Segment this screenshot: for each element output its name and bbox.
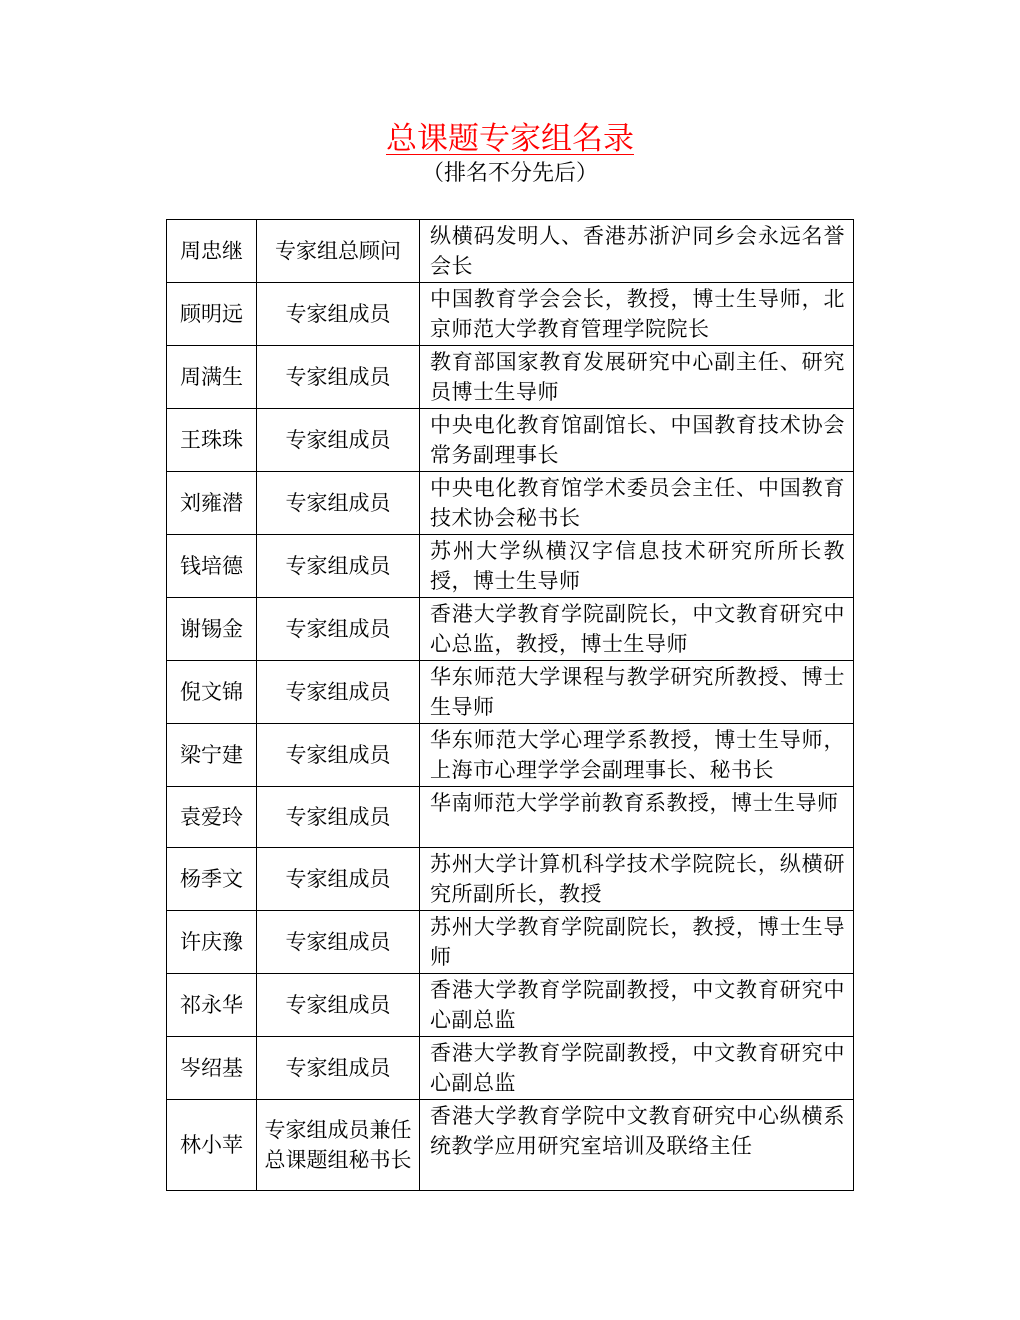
member-role: 专家组总顾问	[257, 220, 420, 283]
document-subtitle: （排名不分先后）	[421, 161, 598, 186]
member-name: 袁爱玲	[167, 787, 257, 848]
member-description: 中国教育学会会长，教授，博士生导师，北京师范大学教育管理学院院长	[420, 283, 854, 346]
table-row	[167, 911, 854, 974]
member-description: 教育部国家教育发展研究中心副主任、研究员博士生导师	[420, 346, 854, 409]
table-row	[167, 598, 854, 661]
table-row	[167, 1100, 854, 1191]
member-name: 杨季文	[167, 848, 257, 911]
member-role: 专家组成员	[257, 911, 420, 974]
member-role: 专家组成员	[257, 472, 420, 535]
member-name: 祁永华	[167, 974, 257, 1037]
member-name: 林小苹	[167, 1100, 257, 1191]
roster-body	[167, 220, 854, 1191]
table-row	[167, 787, 854, 848]
member-description: 香港大学教育学院副教授，中文教育研究中心副总监	[420, 1037, 854, 1100]
member-description: 苏州大学教育学院副院长，教授，博士生导师	[420, 911, 854, 974]
member-name: 倪文锦	[167, 661, 257, 724]
member-role: 专家组成员兼任总课题组秘书长	[257, 1100, 420, 1191]
member-description: 华东师范大学心理学系教授，博士生导师，上海市心理学学会副理事长、秘书长	[420, 724, 854, 787]
member-description: 香港大学教育学院中文教育研究中心纵横系统教学应用研究室培训及联络主任	[420, 1100, 854, 1191]
member-description: 苏州大学计算机科学技术学院院长，纵横研究所副所长，教授	[420, 848, 854, 911]
member-description: 华东师范大学课程与教学研究所教授、博士生导师	[420, 661, 854, 724]
expert-roster-table	[166, 219, 854, 1191]
member-role: 专家组成员	[257, 346, 420, 409]
member-role: 专家组成员	[257, 535, 420, 598]
member-role: 专家组成员	[257, 1037, 420, 1100]
table-row	[167, 1037, 854, 1100]
member-description: 中央电化教育馆副馆长、中国教育技术协会常务副理事长	[420, 409, 854, 472]
member-role: 专家组成员	[257, 661, 420, 724]
member-name: 周满生	[167, 346, 257, 409]
table-row	[167, 409, 854, 472]
table-row	[167, 724, 854, 787]
member-name: 刘雍潜	[167, 472, 257, 535]
document-title-text: 总课题专家组名录	[386, 121, 634, 157]
member-description: 香港大学教育学院副院长，中文教育研究中心总监，教授，博士生导师	[420, 598, 854, 661]
table-row	[167, 535, 854, 598]
member-role: 专家组成员	[257, 724, 420, 787]
member-name: 钱培德	[167, 535, 257, 598]
member-role: 专家组成员	[257, 974, 420, 1037]
table-row	[167, 848, 854, 911]
member-role: 专家组成员	[257, 598, 420, 661]
table-row	[167, 472, 854, 535]
member-name: 许庆豫	[167, 911, 257, 974]
table-row	[167, 220, 854, 283]
table-row	[167, 974, 854, 1037]
member-role: 专家组成员	[257, 283, 420, 346]
member-name: 王珠珠	[167, 409, 257, 472]
member-name: 顾明远	[167, 283, 257, 346]
member-description: 纵横码发明人、香港苏浙沪同乡会永远名誉会长	[420, 220, 854, 283]
member-role: 专家组成员	[257, 787, 420, 848]
member-description: 香港大学教育学院副教授，中文教育研究中心副总监	[420, 974, 854, 1037]
member-name: 周忠继	[167, 220, 257, 283]
member-role: 专家组成员	[257, 409, 420, 472]
table-row	[167, 661, 854, 724]
member-name: 岑绍基	[167, 1037, 257, 1100]
member-name: 谢锡金	[167, 598, 257, 661]
member-name: 梁宁建	[167, 724, 257, 787]
member-description: 中央电化教育馆学术委员会主任、中国教育技术协会秘书长	[420, 472, 854, 535]
document-title	[0, 118, 1020, 160]
table-row	[167, 283, 854, 346]
member-description: 苏州大学纵横汉字信息技术研究所所长教授，博士生导师	[420, 535, 854, 598]
member-description: 华南师范大学学前教育系教授，博士生导师	[420, 787, 854, 848]
member-role: 专家组成员	[257, 848, 420, 911]
table-row	[167, 346, 854, 409]
